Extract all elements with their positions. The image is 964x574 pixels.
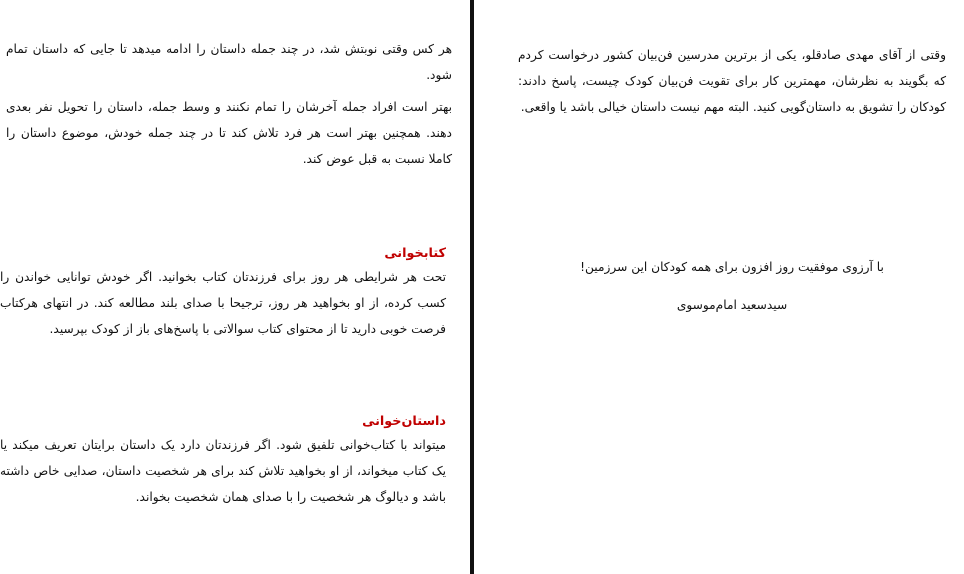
section-book-reading — [0, 244, 446, 348]
section-heading: کتابخوانی — [384, 246, 446, 261]
page-divider — [470, 0, 474, 574]
section-story-reading — [0, 412, 446, 516]
paragraph: وقتی از آقای مهدی صادقلو، یکی از برترین مدرسین فن‌بیان کشور درخواست کردم که بگویند به نظرشان، مهمترین کار برای تقویت فن‌بیان کودک چیست، پاسخ دادند: کودکان را تشویق به داستان‌گویی کنید. البته مهم نیست داستان خیالی باشد یا واقعی. — [518, 48, 946, 114]
left-page-intro — [6, 36, 452, 178]
paragraph: هر کس وقتی نوبتش شد، در چند جمله داستان را ادامه میدهد تا جایی که داستان تمام شود. — [6, 42, 452, 82]
closing-wish: با آرزوی موفقیت روز افزون برای همه کودکان این سرزمین! — [580, 260, 884, 274]
signature: سیدسعید امام‌موسوی — [676, 298, 788, 312]
paragraph: بهتر است افراد جمله آخرشان را تمام نکنند و وسط جمله، داستان را تحویل نفر بعدی دهند. همچنین بهتر است هر فرد تلاش کند تا در چند جمله خودش، موضوع داستان را کاملا نسبت به قبل عوض کند. — [6, 100, 452, 166]
section-body: میتواند با کتاب‌خوانی تلفیق شود. اگر فرزندتان دارد یک داستان برایتان تعریف میکند یا یک کتاب میخواند، از او بخواهید تلاش کند برای هر شخصیت داستان، صدایی خاص داشته باشد و دیالوگ هر شخصیت را با صدای همان شخصیت بخواند. — [0, 438, 446, 504]
right-page-paragraph — [518, 42, 946, 126]
section-body: تحت هر شرایطی هر روز برای فرزندتان کتاب بخوانید. اگر خودش توانایی خواندن را کسب کرده، از او بخواهید هر روز، ترجیحا با صدای بلند مطالعه کند. در انتهای هرکتاب فرصت خوبی دارید تا از محتوای کتاب سوالاتی با پاسخ‌های باز از کودک بپرسید. — [0, 270, 446, 336]
section-heading: داستان‌خوانی — [362, 414, 446, 429]
